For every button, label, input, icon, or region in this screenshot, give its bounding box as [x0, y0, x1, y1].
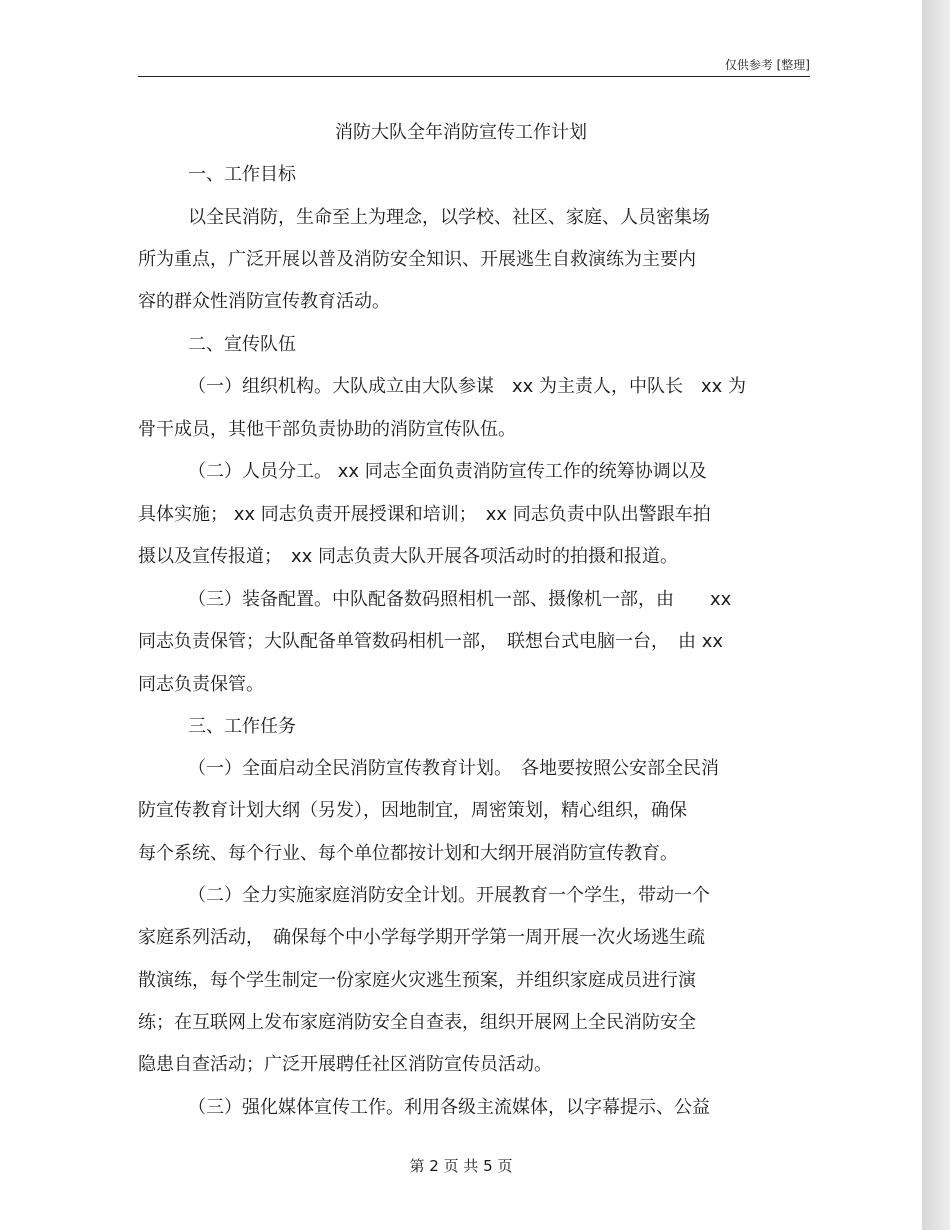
paragraph-line: （二）人员分工。 xx 同志全面负责消防宣传工作的统筹协调以及 [188, 461, 707, 482]
page-number: 第 2 页 共 5 页 [409, 1157, 513, 1175]
section-heading: 二、宣传队伍 [188, 334, 296, 355]
paragraph-line: 练；在互联网上发布家庭消防安全自查表，组织开展网上全民消防安全 [138, 1012, 696, 1033]
paragraph-line: 每个系统、每个行业、每个单位都按计划和大纲开展消防宣传教育。 [138, 843, 678, 864]
page-shadow [922, 0, 950, 1230]
header-note: 仅供参考 [整理] [724, 58, 810, 72]
paragraph-line: 隐患自查活动；广泛开展聘任社区消防宣传员活动。 [138, 1054, 552, 1075]
document-title: 消防大队全年消防宣传工作计划 [335, 122, 587, 143]
paragraph-line: （三）强化媒体宣传工作。利用各级主流媒体，以字幕提示、公益 [188, 1097, 710, 1118]
paragraph-line: （一）全面启动全民消防宣传教育计划。 各地要按照公安部全民消 [188, 758, 719, 779]
paragraph-line: （一）组织机构。大队成立由大队参谋 xx 为主责人，中队长 xx 为 [188, 376, 747, 397]
paragraph-line: 以全民消防，生命至上为理念，以学校、社区、家庭、人员密集场 [188, 207, 710, 228]
paragraph-line: （二）全力实施家庭消防安全计划。开展教育一个学生，带动一个 [188, 885, 710, 906]
paragraph-line: 同志负责保管。 [138, 674, 264, 695]
paragraph-line: 具体实施； xx 同志负责开展授课和培训； xx 同志负责中队出警跟车拍 [138, 504, 711, 525]
header-rule [138, 76, 810, 77]
paragraph-line: 防宣传教育计划大纲（另发），因地制宜，周密策划，精心组织，确保 [138, 800, 687, 821]
paragraph-line: 摄以及宣传报道； xx 同志负责大队开展各项活动时的拍摄和报道。 [138, 546, 679, 567]
paragraph-line: 散演练，每个学生制定一份家庭火灾逃生预案，并组织家庭成员进行演 [138, 970, 696, 991]
paragraph-line: 同志负责保管；大队配备单管数码相机一部， 联想台式电脑一台， 由 xx [138, 631, 724, 652]
paragraph-line: 容的群众性消防宣传教育活动。 [138, 291, 390, 312]
section-heading: 一、工作目标 [188, 164, 296, 185]
paragraph-line: （三）装备配置。中队配备数码照相机一部、摄像机一部，由 xx [188, 589, 732, 610]
paragraph-line: 所为重点，广泛开展以普及消防安全知识、开展逃生自救演练为主要内 [138, 249, 696, 270]
paragraph-line: 家庭系列活动， 确保每个中小学每学期开学第一周开展一次火场逃生疏 [138, 927, 705, 948]
paragraph-line: 骨干成员，其他干部负责协助的消防宣传队伍。 [138, 419, 516, 440]
section-heading: 三、工作任务 [188, 716, 296, 737]
